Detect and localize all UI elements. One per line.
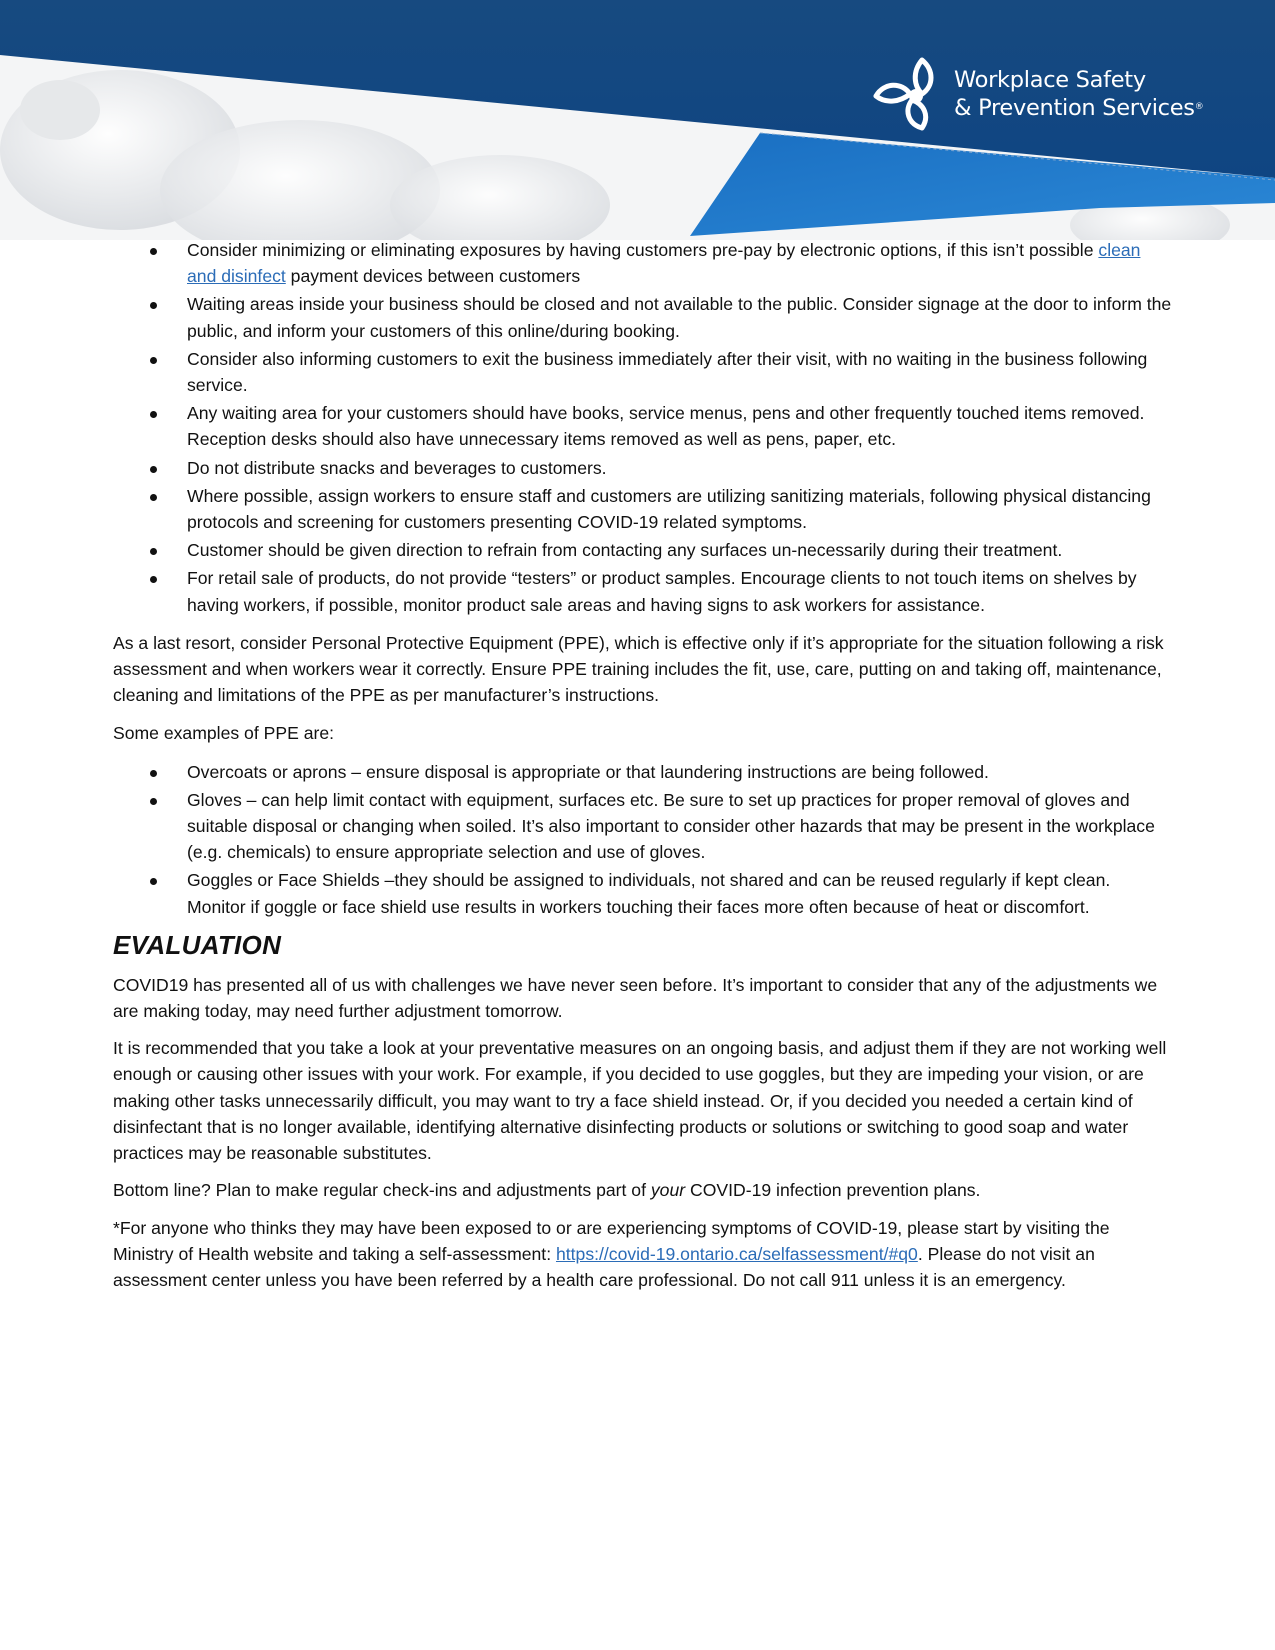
list-item: Waiting areas inside your business should be closed and not available to the public. Consider signage at the door to inform the public, and inform your customers of this online/during booking. (113, 291, 1173, 343)
bullet-icon (150, 576, 157, 583)
trillium-logo-icon (872, 56, 946, 132)
logo-line-2: & Prevention Services (954, 94, 1195, 121)
self-assessment-link[interactable]: https://covid-19.ontario.ca/selfassessment/#q0 (555, 1243, 918, 1264)
ppe-examples-list (113, 759, 1173, 920)
list-item: Consider minimizing or eliminating exposures by having customers pre-pay by electronic options, if this isn’t possible clean and disinfect payment devices between customers (113, 237, 1173, 289)
wsps-logo (872, 54, 1203, 134)
bullet-icon (150, 302, 157, 309)
logo-line-1: Workplace Safety (954, 66, 1146, 93)
bullet-icon (150, 357, 157, 364)
list-item: Do not distribute snacks and beverages to customers. (113, 455, 1173, 481)
bullet-icon (150, 770, 157, 777)
evaluation-paragraph-1: COVID19 has presented all of us with challenges we have never seen before. It’s important to consider that any of the adjustments we are making today, may need further adjustment tomorrow. (113, 974, 1158, 1022)
bullet-icon (150, 878, 157, 885)
measures-list (113, 237, 1173, 618)
bullet-icon (150, 248, 157, 255)
list-item: Overcoats or aprons – ensure disposal is appropriate or that laundering instructions are being followed. (113, 759, 1173, 785)
clean-and-disinfect-link[interactable]: clean and disinfect (187, 240, 1141, 287)
bullet-icon (150, 548, 157, 555)
list-item: Customer should be given direction to refrain from contacting any surfaces un-necessarily during their treatment. (113, 537, 1173, 563)
document-body (113, 237, 1173, 1293)
list-item: Goggles or Face Shields –they should be assigned to individuals, not shared and can be reused regularly if kept clean. Monitor if goggle or face shield use results in workers touching their faces more often because of heat or discomfort. (113, 867, 1173, 919)
footnote-paragraph: *For anyone who thinks they may have been exposed to or are experiencing symptoms of COVID-19, please start by visiting the Ministry of Health website and taking a self-assessment: https://covid-19.ontario.ca/selfassessment/#q0. Please do not visit an assessment center unless you have been referred by a health care professional. Do not call 911 unless it is an emergency. (113, 1217, 1110, 1290)
bullet-icon (150, 411, 157, 418)
ppe-paragraph: As a last resort, consider Personal Protective Equipment (PPE), which is effective only if it’s appropriate for the situation following a risk assessment and when workers wear it correctly. Ensure PPE training includes the fit, use, care, putting on and taking off, maintenance, cleaning and limitations of the PPE as per manufacturer’s instructions. (113, 632, 1164, 706)
list-item: Any waiting area for your customers should have books, service menus, pens and other frequently touched items removed. Reception desks should also have unnecessary items removed as well as pens, paper, etc. (113, 400, 1173, 452)
bullet-icon (150, 494, 157, 501)
list-item: Consider also informing customers to exit the business immediately after their visit, with no waiting in the business following service. (113, 346, 1173, 398)
list-item: For retail sale of products, do not provide “testers” or product samples. Encourage clients to not touch items on shelves by having workers, if possible, monitor product sale areas and having signs to ask workers for assistance. (113, 565, 1173, 617)
header-banner (0, 0, 1275, 240)
bullet-icon (150, 466, 157, 473)
list-item: Gloves – can help limit contact with equipment, surfaces etc. Be sure to set up practices for proper removal of gloves and suitable disposal or changing when soiled. It’s also important to consider other hazards that may be present in the workplace (e.g. chemicals) to ensure appropriate selection and use of gloves. (113, 787, 1173, 866)
list-item: Where possible, assign workers to ensure staff and customers are utilizing sanitizing materials, following physical distancing protocols and screening for customers presenting COVID-19 related symptoms. (113, 483, 1173, 535)
bullet-icon (150, 798, 157, 805)
bottom-line-paragraph: Bottom line? Plan to make regular check-ins and adjustments part of your COVID-19 infection prevention plans. (113, 1180, 981, 1201)
evaluation-heading: EVALUATION (113, 929, 282, 960)
ppe-intro: Some examples of PPE are: (113, 723, 335, 744)
evaluation-paragraph-2: It is recommended that you take a look at your preventative measures on an ongoing basis, and adjust them if they are not working well enough or causing other issues with your work. For example, if you decided to use goggles, but they are impeding your vision, or are making other tasks unnecessarily difficult, you may want to try a face shield instead. Or, if you decided you needed a certain kind of disinfectant that is no longer available, identifying alternative disinfecting products or solutions or switching to good soap and water practices may be reasonable substitutes. (113, 1038, 1167, 1164)
registered-mark: ® (1194, 101, 1204, 112)
